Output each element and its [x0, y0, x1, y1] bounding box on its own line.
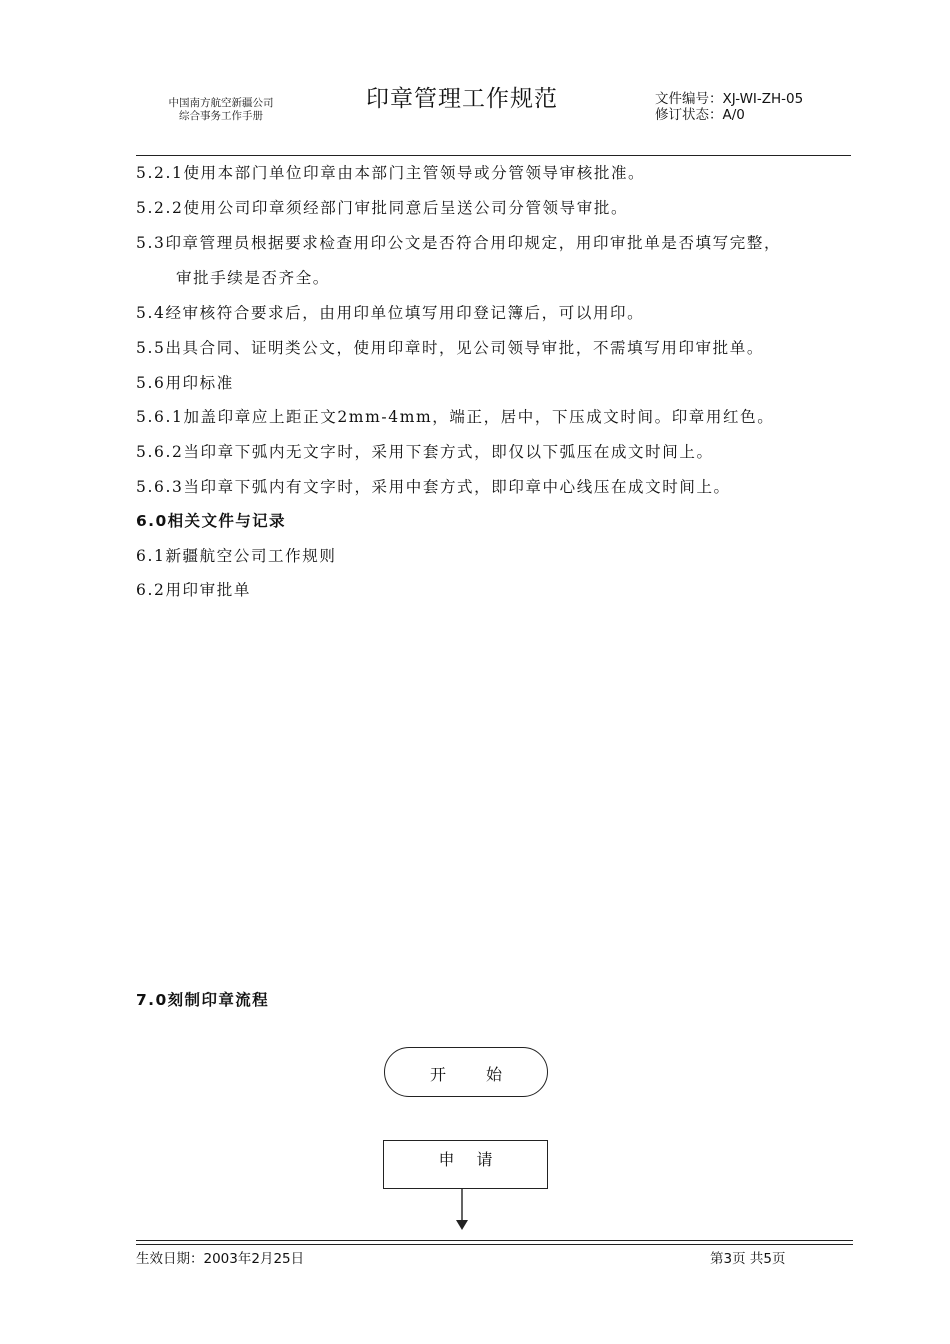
clause-5-6-1: 5.6.1加盖印章应上距正文2mm-4mm，端正，居中，下压成文时间。印章用红色。	[136, 408, 775, 426]
flow-start-node	[384, 1047, 548, 1097]
flow-arrow-head	[456, 1220, 468, 1230]
effective-date: 生效日期：2003年2月25日	[136, 1251, 305, 1267]
section-6-heading: 6.0相关文件与记录	[136, 512, 286, 530]
revision-status: 修订状态：A/0	[655, 107, 745, 123]
flow-apply-label: 申请	[438, 1150, 515, 1169]
company-name	[160, 97, 282, 123]
flow-apply-node	[383, 1140, 548, 1189]
clause-6-2: 6.2用印审批单	[136, 581, 251, 599]
company-name-line1: 中国南方航空新疆公司	[168, 97, 274, 109]
document-meta	[655, 91, 803, 123]
header-divider	[136, 155, 851, 156]
clause-5-3-continued: 审批手续是否齐全。	[176, 269, 330, 287]
flow-start-label: 开始	[429, 1065, 542, 1084]
footer-divider-lower	[136, 1244, 853, 1245]
clause-5-3: 5.3印章管理员根据要求检查用印公文是否符合用印规定，用印审批单是否填写完整，	[136, 234, 782, 252]
clause-5-6-2: 5.6.2当印章下弧内无文字时，采用下套方式，即仅以下弧压在成文时间上。	[136, 443, 714, 461]
footer-divider-upper	[136, 1240, 853, 1241]
clause-5-2-2: 5.2.2使用公司印章须经部门审批同意后呈送公司分管领导审批。	[136, 199, 629, 217]
company-name-line2: 综合事务工作手册	[179, 110, 263, 122]
page-number: 第3页 共5页	[710, 1251, 786, 1267]
clause-5-2-1: 5.2.1使用本部门单位印章由本部门主管领导或分管领导审核批准。	[136, 164, 646, 182]
section-7-heading: 7.0刻制印章流程	[136, 991, 270, 1009]
flow-arrow-down	[452, 1188, 472, 1232]
clause-5-4: 5.4经审核符合要求后，由用印单位填写用印登记簿后，可以用印。	[136, 304, 645, 322]
document-title: 印章管理工作规范	[366, 86, 558, 112]
clause-5-5: 5.5出具合同、证明类公文，使用印章时，见公司领导审批，不需填写用印审批单。	[136, 339, 764, 357]
clause-5-6-3: 5.6.3当印章下弧内有文字时，采用中套方式，即印章中心线压在成文时间上。	[136, 478, 731, 496]
doc-number: 文件编号：XJ-WI-ZH-05	[655, 91, 804, 107]
clause-6-1: 6.1新疆航空公司工作规则	[136, 547, 337, 565]
clause-5-6: 5.6用印标准	[136, 374, 234, 392]
